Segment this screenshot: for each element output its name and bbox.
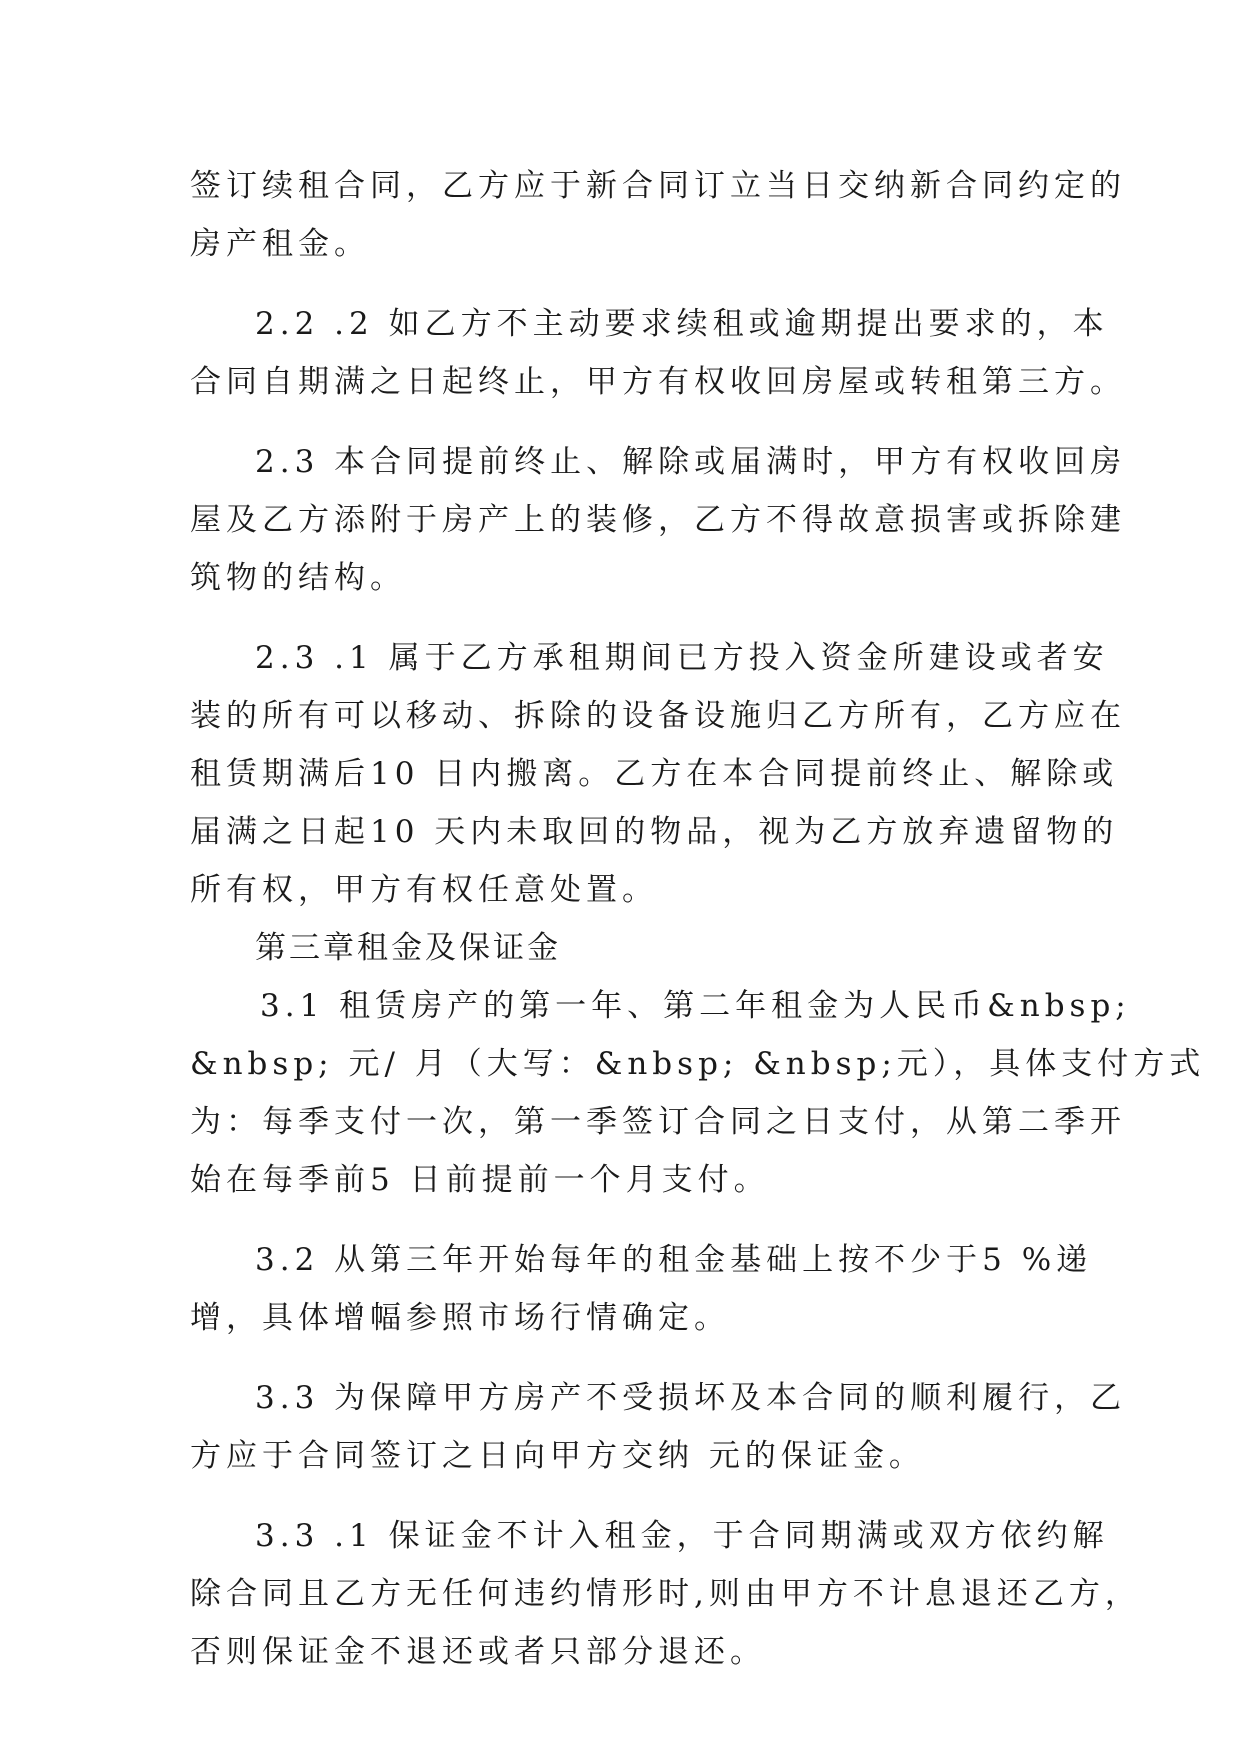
text-line: 否则保证金不退还或者只部分退还。 xyxy=(190,1634,766,1670)
chapter-heading: 第三章租金及保证金 xyxy=(255,930,561,966)
text-line: 方应于合同签订之日向甲方交纳 元的保证金。 xyxy=(190,1438,925,1474)
document-page xyxy=(190,157,1206,1681)
text-line: 届满之日起10 天内未取回的物品，视为乙方放弃遗留物的 xyxy=(190,814,1119,850)
text-line: 装的所有可以移动、拆除的设备设施归乙方所有，乙方应在 xyxy=(190,698,1126,734)
text-line: 屋及乙方添附于房产上的装修，乙方不得故意损害或拆除建 xyxy=(190,502,1126,538)
text-line: 签订续租合同，乙方应于新合同订立当日交纳新合同约定的 xyxy=(190,168,1126,204)
text-line: 始在每季前5 日前提前一个月支付。 xyxy=(190,1162,770,1198)
text-line: 2.3 本合同提前终止、解除或届满时，甲方有权收回房 xyxy=(255,444,1127,480)
text-line: 合同自期满之日起终止，甲方有权收回房屋或转租第三方。 xyxy=(190,364,1126,400)
text-line: 3.2 从第三年开始每年的租金基础上按不少于5 %递 xyxy=(255,1242,1093,1278)
text-line: 筑物的结构。 xyxy=(190,560,406,596)
text-line: 2.2 .2 如乙方不主动要求续租或逾期提出要求的，本 xyxy=(255,306,1109,342)
text-line: 为：每季支付一次，第一季签订合同之日支付，从第二季开 xyxy=(190,1104,1126,1140)
text-line: 2.3 .1 属于乙方承租期间已方投入资金所建设或者安 xyxy=(255,640,1109,676)
text-line: 除合同且乙方无任何违约情形时,则由甲方不计息退还乙方， xyxy=(190,1576,1141,1612)
text-line: 3.3 .1 保证金不计入租金，于合同期满或双方依约解 xyxy=(255,1518,1109,1554)
text-line: &nbsp; 元/ 月（大写：&nbsp; &nbsp;元），具体支付方式 xyxy=(190,1046,1206,1082)
text-line: 租赁期满后10 日内搬离。乙方在本合同提前终止、解除或 xyxy=(190,756,1119,792)
text-line: 房产租金。 xyxy=(190,226,370,262)
text-line: 增，具体增幅参照市场行情确定。 xyxy=(190,1300,730,1336)
text-line: 所有权，甲方有权任意处置。 xyxy=(190,872,658,908)
text-line: 3.1 租赁房产的第一年、第二年租金为人民币&nbsp; xyxy=(260,988,1131,1024)
text-line: 3.3 为保障甲方房产不受损坏及本合同的顺利履行，乙 xyxy=(255,1380,1127,1416)
